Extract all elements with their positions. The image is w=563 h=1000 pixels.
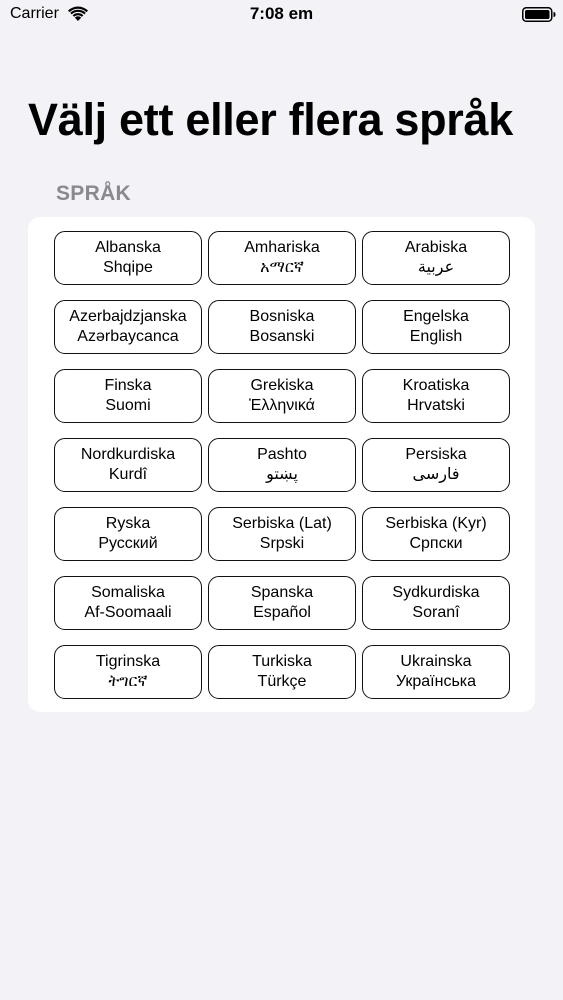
- language-button[interactable]: [54, 645, 202, 699]
- language-button[interactable]: [54, 438, 202, 492]
- language-button[interactable]: [208, 438, 356, 492]
- language-name: Bosniska: [249, 308, 315, 325]
- language-button[interactable]: [54, 369, 202, 423]
- language-button[interactable]: [362, 231, 510, 285]
- language-native-name: Srpski: [259, 535, 305, 552]
- language-grid: [54, 231, 510, 699]
- language-native-name: Русский: [98, 535, 158, 552]
- language-button[interactable]: [362, 507, 510, 561]
- language-native-name: پښتو: [266, 466, 298, 483]
- language-name: Ukrainska: [400, 653, 472, 670]
- status-bar: [0, 0, 563, 30]
- language-native-name: Azərbaycanca: [77, 328, 179, 345]
- battery-icon: [522, 7, 556, 22]
- language-native-name: Ἑλληνικά: [249, 397, 315, 414]
- language-button[interactable]: [54, 300, 202, 354]
- language-native-name: عربية: [417, 259, 455, 276]
- language-name: Tigrinska: [95, 653, 161, 670]
- language-native-name: English: [409, 328, 463, 345]
- language-name: Arabiska: [404, 239, 468, 256]
- language-name: Sydkurdiska: [392, 584, 480, 601]
- language-native-name: Hrvatski: [407, 397, 465, 414]
- language-name: Pashto: [257, 446, 307, 463]
- language-button[interactable]: [54, 576, 202, 630]
- language-native-name: ትግርኛ: [108, 673, 148, 690]
- language-name: Finska: [104, 377, 152, 394]
- language-native-name: فارسی: [412, 466, 460, 483]
- language-button[interactable]: [362, 438, 510, 492]
- language-name: Ryska: [105, 515, 151, 532]
- carrier-label: Carrier: [10, 5, 59, 22]
- language-native-name: Türkçe: [257, 673, 307, 690]
- section-header: SPRÅK: [56, 182, 132, 205]
- language-native-name: Kurdî: [108, 466, 148, 483]
- language-native-name: Српски: [409, 535, 463, 552]
- language-button[interactable]: [208, 645, 356, 699]
- status-time: 7:08 em: [249, 4, 314, 23]
- language-name: Serbiska (Kyr): [385, 515, 487, 532]
- language-native-name: አማርኛ: [260, 259, 304, 276]
- language-name: Somaliska: [91, 584, 165, 601]
- language-button[interactable]: [208, 369, 356, 423]
- language-name: Serbiska (Lat): [232, 515, 332, 532]
- language-name: Spanska: [250, 584, 314, 601]
- language-name: Grekiska: [250, 377, 314, 394]
- language-button[interactable]: [208, 300, 356, 354]
- language-name: Kroatiska: [402, 377, 470, 394]
- language-button[interactable]: [54, 507, 202, 561]
- language-button[interactable]: [362, 645, 510, 699]
- language-button[interactable]: [208, 231, 356, 285]
- language-card: [28, 217, 535, 712]
- language-name: Amhariska: [244, 239, 320, 256]
- language-name: Albanska: [95, 239, 161, 256]
- language-button[interactable]: [54, 231, 202, 285]
- language-name: Azerbajdzjanska: [69, 308, 187, 325]
- language-native-name: Español: [253, 604, 311, 621]
- language-native-name: Bosanski: [249, 328, 315, 345]
- language-name: Turkiska: [252, 653, 312, 670]
- language-native-name: Українська: [395, 673, 477, 690]
- language-name: Nordkurdiska: [80, 446, 176, 463]
- language-native-name: Suomi: [105, 397, 151, 414]
- language-button[interactable]: [208, 507, 356, 561]
- page-title: Välj ett eller flera språk: [28, 94, 513, 145]
- language-button[interactable]: [362, 576, 510, 630]
- language-native-name: Shqipe: [103, 259, 153, 276]
- language-button[interactable]: [362, 300, 510, 354]
- language-name: Persiska: [405, 446, 467, 463]
- language-button[interactable]: [208, 576, 356, 630]
- language-native-name: Soranî: [412, 604, 460, 621]
- language-native-name: Af-Soomaali: [84, 604, 172, 621]
- language-button[interactable]: [362, 369, 510, 423]
- language-name: Engelska: [403, 308, 469, 325]
